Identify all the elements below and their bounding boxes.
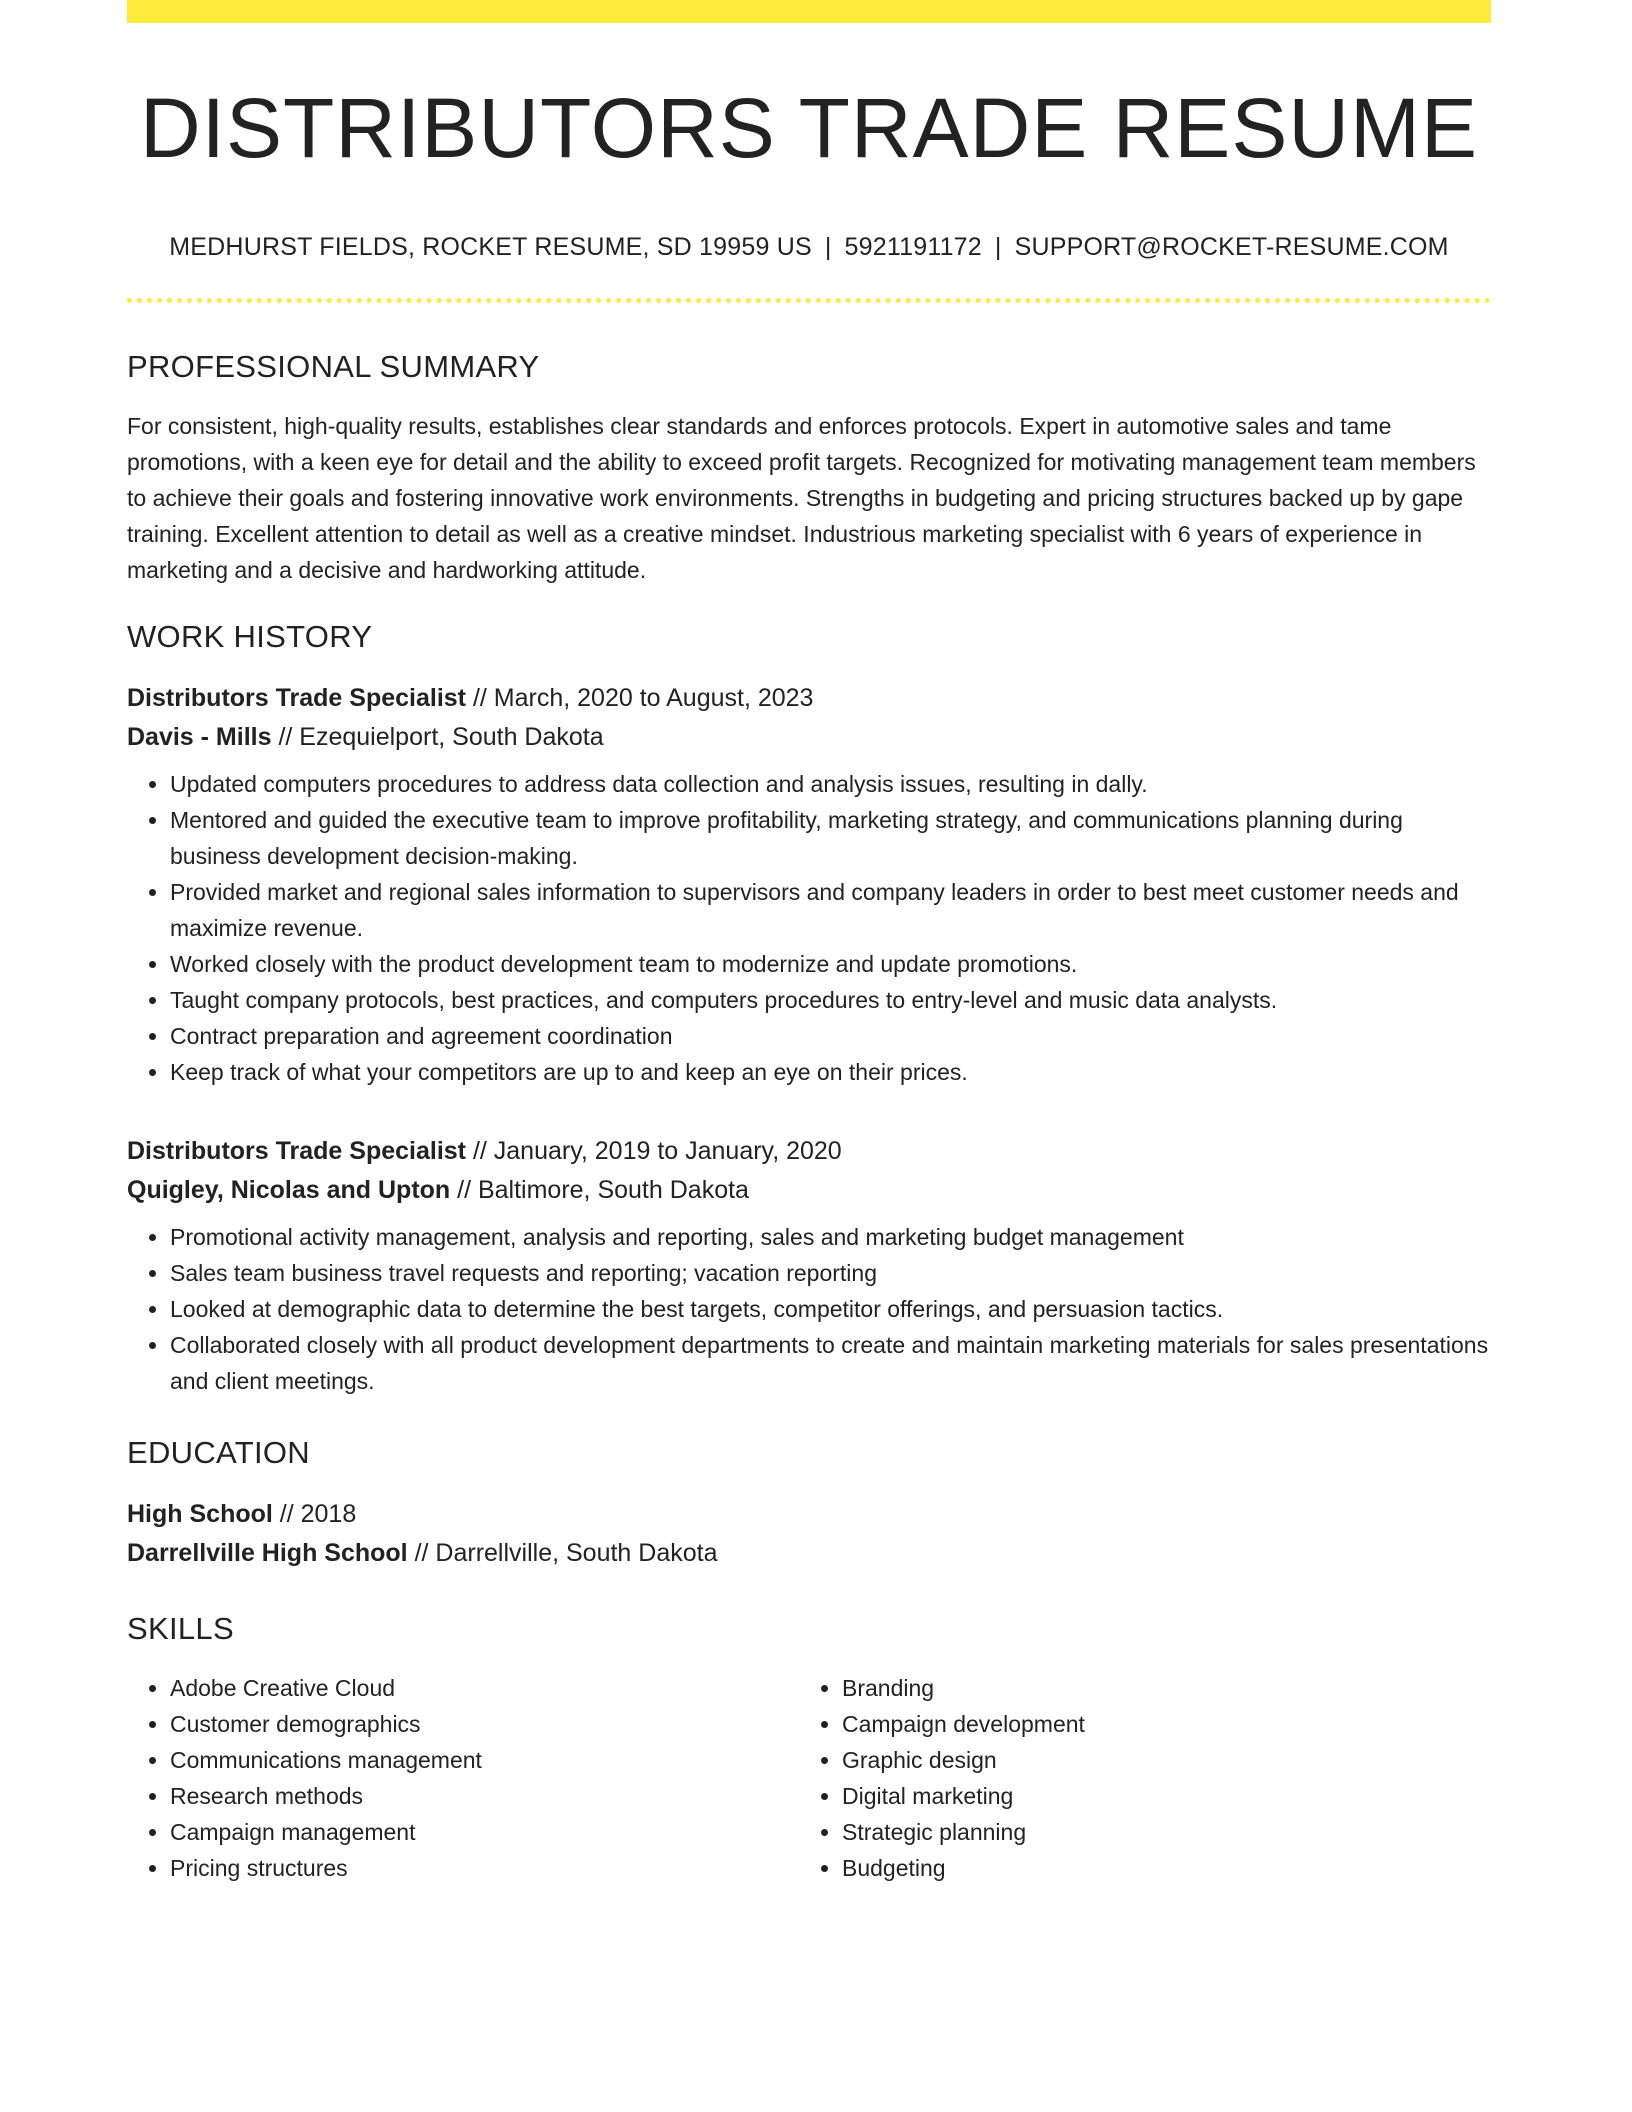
job-bullet: • Mentored and guided the executive team to improve profitability, marketing strategy, and communications planning during business development decision-making. xyxy=(170,802,1491,874)
job-bullet: • Sales team business travel requests and reporting; vacation reporting xyxy=(170,1255,1491,1291)
skills-column-right xyxy=(799,1670,1471,1886)
accent-top-bar xyxy=(127,0,1491,23)
job-entry xyxy=(127,1132,1491,1399)
job-title: Distributors Trade Specialist xyxy=(127,684,466,712)
job-dates: // January, 2019 to January, 2020 xyxy=(466,1137,842,1165)
work-history-heading: WORK HISTORY xyxy=(127,619,373,654)
job-dates: // March, 2020 to August, 2023 xyxy=(466,684,814,712)
skill-item: • Pricing structures xyxy=(170,1850,799,1886)
contact-separator: | xyxy=(994,233,1002,261)
job-bullet: • Contract preparation and agreement coordination xyxy=(170,1018,1491,1054)
job-company: Davis - Mills xyxy=(127,723,272,751)
contact-line xyxy=(127,235,1491,260)
skill-item: • Branding xyxy=(842,1670,1471,1706)
skill-item: • Customer demographics xyxy=(170,1706,799,1742)
education-degree: High School xyxy=(127,1500,273,1528)
skill-item: • Campaign development xyxy=(842,1706,1471,1742)
contact-separator: | xyxy=(824,233,832,261)
job-bullets xyxy=(127,1219,1491,1399)
skill-item: • Research methods xyxy=(170,1778,799,1814)
summary-heading: PROFESSIONAL SUMMARY xyxy=(127,349,540,384)
job-bullet: • Keep track of what your competitors are up to and keep an eye on their prices. xyxy=(170,1054,1491,1090)
job-bullet: • Provided market and regional sales information to supervisors and company leaders in order to best meet customer needs and maximize revenue. xyxy=(170,874,1491,946)
job-bullet: • Looked at demographic data to determine the best targets, competitor offerings, and persuasion tactics. xyxy=(170,1291,1491,1327)
job-location: // Ezequielport, South Dakota xyxy=(271,723,604,751)
skills-grid xyxy=(127,1670,1491,1886)
skill-item: • Strategic planning xyxy=(842,1814,1471,1850)
job-bullet: • Worked closely with the product development team to modernize and update promotions. xyxy=(170,946,1491,982)
skill-item: • Graphic design xyxy=(842,1742,1471,1778)
job-title: Distributors Trade Specialist xyxy=(127,1137,466,1165)
contact-address: MEDHURST FIELDS, ROCKET RESUME, SD 19959 US xyxy=(169,233,812,261)
skills-heading: SKILLS xyxy=(127,1611,234,1646)
job-bullet: • Collaborated closely with all product development departments to create and maintain marketing materials for sales presentations and client meetings. xyxy=(170,1327,1491,1399)
skills-column-left xyxy=(127,1670,799,1886)
job-company-line xyxy=(127,1171,1491,1210)
job-location: // Baltimore, South Dakota xyxy=(450,1176,749,1204)
skill-item: • Campaign management xyxy=(170,1814,799,1850)
skill-item: • Budgeting xyxy=(842,1850,1471,1886)
education-heading: EDUCATION xyxy=(127,1435,310,1470)
education-year: // 2018 xyxy=(272,1500,357,1528)
job-company: Quigley, Nicolas and Upton xyxy=(127,1176,451,1204)
education-location: // Darrellville, South Dakota xyxy=(407,1539,718,1567)
job-bullet: • Promotional activity management, analysis and reporting, sales and marketing budget management xyxy=(170,1219,1491,1255)
resume-page xyxy=(127,0,1491,1886)
dotted-divider xyxy=(127,298,1491,303)
contact-email: SUPPORT@ROCKET-RESUME.COM xyxy=(1014,233,1449,261)
job-bullet: • Taught company protocols, best practices, and computers procedures to entry-level and music data analysts. xyxy=(170,982,1491,1018)
skill-item: • Communications management xyxy=(170,1742,799,1778)
job-title-line xyxy=(127,679,1491,718)
skills-list xyxy=(127,1670,799,1886)
education-degree-line xyxy=(127,1495,1491,1534)
job-entry xyxy=(127,679,1491,1090)
job-title-line xyxy=(127,1132,1491,1171)
resume-title: DISTRIBUTORS TRADE RESUME xyxy=(139,81,1479,175)
job-company-line xyxy=(127,718,1491,757)
summary-text: For consistent, high-quality results, establishes clear standards and enforces protocols. Expert in automotive sales and tame promotions, with a keen eye for detail and the ability to exceed profit targets. Recognized for motivating management team members to achieve their goals and fostering innovative work environments. Strengths in budgeting and pricing structures backed up by gape training. Excellent attention to detail as well as a creative mindset. Industrious marketing specialist with 6 years of experience in marketing and a decisive and hardworking attitude. xyxy=(127,413,1476,583)
skill-item: • Digital marketing xyxy=(842,1778,1471,1814)
education-school-line xyxy=(127,1534,1491,1573)
job-bullets xyxy=(127,766,1491,1090)
job-bullet: • Updated computers procedures to address data collection and analysis issues, resulting in dally. xyxy=(170,766,1491,802)
skill-item: • Adobe Creative Cloud xyxy=(170,1670,799,1706)
contact-phone: 5921191172 xyxy=(844,233,982,261)
education-school: Darrellville High School xyxy=(127,1539,408,1567)
skills-list xyxy=(799,1670,1471,1886)
